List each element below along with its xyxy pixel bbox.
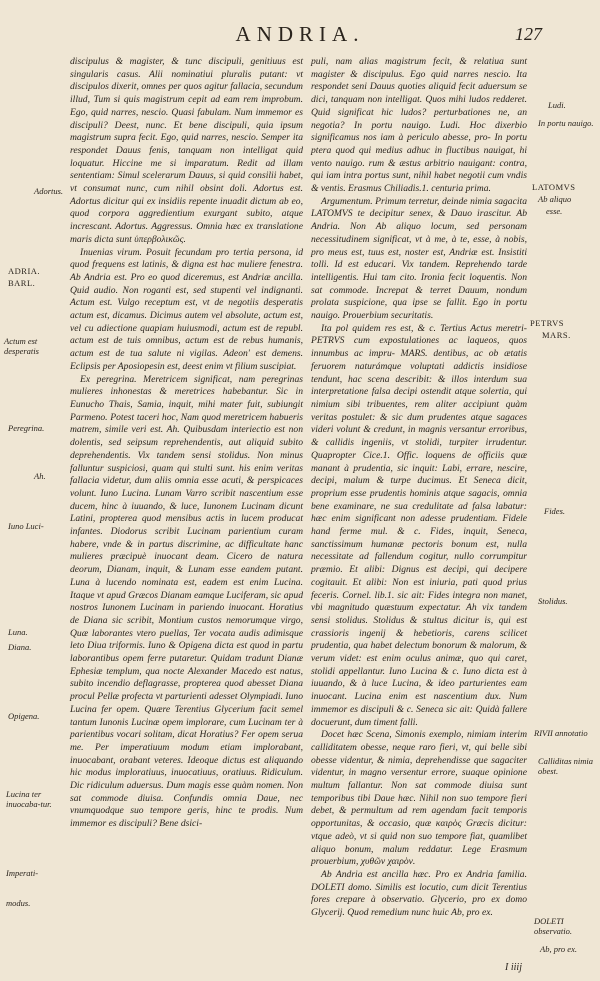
margin-note-adortus: Adortus. — [34, 186, 64, 196]
margin-note-mars: MARS. — [542, 330, 571, 340]
margin-note-calliditas: Calliditas nimia obest. — [538, 756, 594, 776]
margin-note-barl: BARL. — [8, 278, 36, 288]
margin-note-opigena: Opigena. — [8, 711, 40, 721]
margin-note-modus: modus. — [6, 898, 31, 908]
signature-mark: I iiij — [505, 962, 522, 973]
margin-note-stolidus: Stolidus. — [538, 596, 568, 606]
margin-note-doleti: DOLETI observatio. — [534, 916, 573, 936]
margin-note-luna: Luna. — [8, 627, 28, 637]
margin-note-adria: ADRIA. — [8, 266, 41, 276]
left-column — [70, 56, 303, 831]
margin-note-ab-aliquo: Ab aliquo — [538, 194, 572, 204]
left-paragraph: discipulus & magister, & tunc discipuli, genitiuus est singularis casus. Alii nominatiui pluralis putant: vt discipulos dixerit, omnes per quos agitur fallacia, secundum illud, Tum si quis magistrum cepit ad eam rem improbum. Ego, quid narres, nescio. Quasi fabulam. Num immemor es discipuli? Deest, nunc. Et bene discipuli, quia ipsum magistrum supra fecit. Ego, quid narres, nescio. Semper ita respondet Dauus fenis, tanquam non intelligat quid loquatur. Hiccine me si imparatum. Redit ad illam sententiam: Simul scelerarum Dauus, si quid consilii habet, vt consumat nunc, cum nihil obsint doli. Adortus est. Adortus dicitur qui ex insidiis repente inuadit dictum ab eo, quod corpora aggredientium exurgant subito, atque increscant. Adortus. Aggressus. Omnia hæc ex translatione maris dicta sunt ὑπερβολικῶς. — [70, 56, 303, 245]
margin-note-esse: esse. — [546, 206, 563, 216]
margin-note-imperati: Imperati- — [6, 868, 39, 878]
page-number: 127 — [515, 24, 542, 44]
margin-note-diana: Diana. — [8, 642, 32, 652]
margin-note-fides: Fides. — [544, 506, 566, 516]
margin-note-latomus: LATOMVS — [532, 182, 576, 192]
left-paragraph: Ex peregrina. Meretricem significat, nam peregrinas mulieres inhonestas & meretrices habebantur. Sic in Eunucho Thais, Samia, inquit, mihi mater fuit, subiungit Parmeno. Potest taceri hoc, Nam quod meretricem habueris matrem, simile veri est. Ah. Quibusdam interiectio est non dolentis, sed seipsum reprehendentis, aut aliquid subito deprehendentis. Vix tandem sensi stolidus. Non minus falluntur suspiciosi, quam qui stulti sunt. his enim veritas fallacia videtur, dum aliis omnia esse acuti, & perspicaces volunt. Iuno Lucina. Lunam Varro scribit nascentium esse ducem, hinc à iuuando, & luce, Iunonem Lucinam dicunt Latini, propterea quod mensibus actis in lucem producat infantes. Diodorus scribit Lucinam parientium curam habere, vnde & in partus discrimine, ac difficultate hanc mulieres præcipuè inuocant deam. Cicero de natura deorum, Dianam, inquit, & Lunam esse eandem putant. Luna à lucendo nominata est, eadem est enim Lucina. Itaque vt apud Græcos Dianam eamque Luciferam, sic apud nostros Iunonem Lucinam in pariendo inuocant. Horatius de Diana sic scribit, Montium custos nemorumque virgo, Quæ laborantes vtero puellas, Ter vocata audis adimisque leto Diua triformis. Iuno & Opigena dicta est quod in partu laborantibus opem ferre putaretur. Quidam tradunt Dianæ Ephesiæ templum, qua nocte Alexander Macedo est natus, subito incendio deflagrasse, propterea quod abesset Diana procul Pellæ profecta vt parturienti adesset Olympiadi. Iuno Lucina fer opem. Quære Terentius Glycerium facit semel tantum Iunonis Lucinæ opem implorare, cum Lucinam ter à parientibus vocari solitam, dicat Horatius? Fer opem serua me. Per imperatiuum modum etiam implorabant, inuocabant, orabant veteres. Ideoque dictus est aliquando hic modus imploratiuus, inuocatiuus, oratiuus. Ridiculum. Dic ridiculum aduersus. Dum magis esse quàm nomen. Non sat commode diuisa. Confundis omnia Daue, nec vnumquodque suo tempore geris, hinc te prodis. Num immemor es discipuli? Bene dsici- — [70, 373, 303, 830]
running-head: ANDRIA. — [235, 22, 365, 46]
right-paragraph: Ab Andria est ancilla hæc. Pro ex Andria familia. DOLETI domo. Similis est locutio, cum dicit Terentius fores crepare à observatio. Glycerio, pro ex domo Glycerij. Quod remedium nunc huic Ab, pro ex. — [311, 869, 527, 919]
margin-note-iuno-luci: Iuno Luci- — [8, 521, 44, 531]
page-header — [0, 22, 600, 52]
margin-note-petrus: PETRVS — [530, 318, 564, 328]
right-paragraph: Argumentum. Primum terretur, deinde nimia sagacita LATOMVS te decipitur senex, & Dauo irascitur. Ab Andria. Non Ab aliquo locum, sed personam necessitudinem significat, vt à me, à te, esse, à nobis, pro meus est, tuus est, noster est, Andriæ est. Insistiti tolli. Id est educari. Vix tandem. Reprehendo tarde intelligentis. Hui tam cito. Ironia fecit loquentis. Non sat commode. Increpat & terret Dauum, nondum prolata suspicione, qua ipse se fallit. Ego in portu nauigo. Prouerbium securitatis. — [311, 195, 527, 322]
right-paragraph: Docet hæc Scena, Simonis exemplo, nimiam interim calliditatem obesse, neque raro fieri, vt, qui belle sibi obesse videntur, & nimia, deprehendisse que sagaciter videntur, in magno versentur errore, suaque opinione multum fallantur. Non sat commode diuisa sunt temporibus tibi Daue hæc. Nihil non suo tempore fieri debet, & permultum ad rem agendam facit temporis opportunitas, & occasio, quæ καιρὸς Græcis dicitur: vtque adeò, vt si quid non suo tempore fiat, quamlibet aliquo bonum, malum reddatur. Lege Erasmum prouerbium, χυθῶν χαιρὸν. — [311, 729, 527, 868]
left-paragraph: Inuenias virum. Posuit fecundam pro tertia persona, id quod frequens est latinis, & digna est hac muliere fenestra. Ab Andria est. Pro eo quod diceremus, est Andriæ ancilla. Quid audio. Non roganti est, sed stupenti vel indignanti. Actum est. Vulgo receptum est, vt de negotiis desperatis actum est, dicamus. Dicimus autem vel absolute, actum est, vel cu adiectione quapiam huiusmodi, actum est de republ. actum est de tuis omnibus, actum est de rebus humanis, actum est de tua salute ni vigilas. Adeon' est demens. Eclipsis per Aposiopesin est, deest enim vt filium suscipiat. — [70, 246, 303, 372]
right-paragraph: puli, nam alias magistrum fecit, & relatiua sunt magister & discipulus. Ego quid narres nescio. Ita respondet seni Dauus quoties aliquid fecit aduersum se dici, tanquam non intelligat. Quos mihi ludos redderet. Quid significat hic ludos? perturbationes ne, an negotia? In portu nauigo. Ludi. Hoc dixerbio significamus nos iam à periculo abesse, pro- In portu ptera quod qui medius adhuc in fluctibus nauigat, hi vento nauigo. rum & æstus arbitrio nauigant: contra, qui iam intra portus sunt, nihil habet negotii cum vndis & ventis. Erasmus Chiliadis.1. centuria prima. — [311, 56, 527, 195]
margin-note-ludi: Ludi. — [548, 100, 566, 110]
margin-note-actum: Actum est desperatis — [4, 336, 39, 356]
right-paragraph: Ita pol quidem res est, & c. Tertius Actus meretri- PETRVS cum expostulationes ac laqueos, quos innumbus ac impru- MARS. dentibus, ac ob ætatis feruorem naturámque voluptati addictis insidiose tendunt, hac scena describit: & illos interdum sua interpretatione falsa decipi ostendit atque solertia, qui nimium sibi tribuentes, rem aliter accipiunt quàm veritas postulet: & sic dum prudentes atque sagaces videri volunt & credunt, in magnis versantur erroribus, & callidis ingeniis, vt stolidi, turpiter irrudentur. Quapropter Cice.1. Offic. loquens de officiis quæ manant à prudentia, sic inquit: Labi, errare, nescire, decipi, malum & turpe ducimus. Et Seneca dicit, proprium esse prudentis hominis atque sagacis, omnia bene examinare, ne sua credulitate ad falsa labatur: hæc enim significant non adesse prudentiam. Fidele hand ferme mul. & c. Fides, inquit, Seneca, sanctissimum humanæ pectoris bonum est, nulla necessitate ad fallendum cogitur, nullo corrumpitur præmio. Et alibi: Dignus est decipi, qui decipere cogitauit. Et alibi: Non est iniuria, pati quod prius feceris. Cornel. lib.1. sic ait: Fides integra non manet, vbi magnitudo quæstuum expectatur. Ah vix tandem sensi stolidus. Stolidus & stultus dicitur is, qui est crassioris ingenij & hebetioris, carens scilicet prudentia, qua habet delectum bonorum & malorum, & verum videt: est enim oculus animæ, quo qui caret, stolidi appellantur. Iuno Lucina & c. Iuno dicta est à iuuando, & à luce Lucina, & ideo parturientes eam inuocant. Lucina enim est nascentium dux. Num immemor es discipuli & c. Seneca sic ait: Quidà fallere docuerunt, dum timent falli. — [311, 322, 527, 728]
margin-note-riuii: RIVII annotatio — [534, 728, 588, 738]
margin-note-ah: Ah. — [34, 471, 46, 481]
margin-note-lucina-ter: Lucina ter inuocaba-tur. — [6, 789, 52, 809]
right-column — [311, 56, 527, 920]
margin-note-peregrina: Peregrina. — [8, 423, 45, 433]
margin-note-in-portu: In portu nauigo. — [538, 118, 594, 128]
margin-note-ab-pro-ex: Ab, pro ex. — [540, 944, 577, 954]
